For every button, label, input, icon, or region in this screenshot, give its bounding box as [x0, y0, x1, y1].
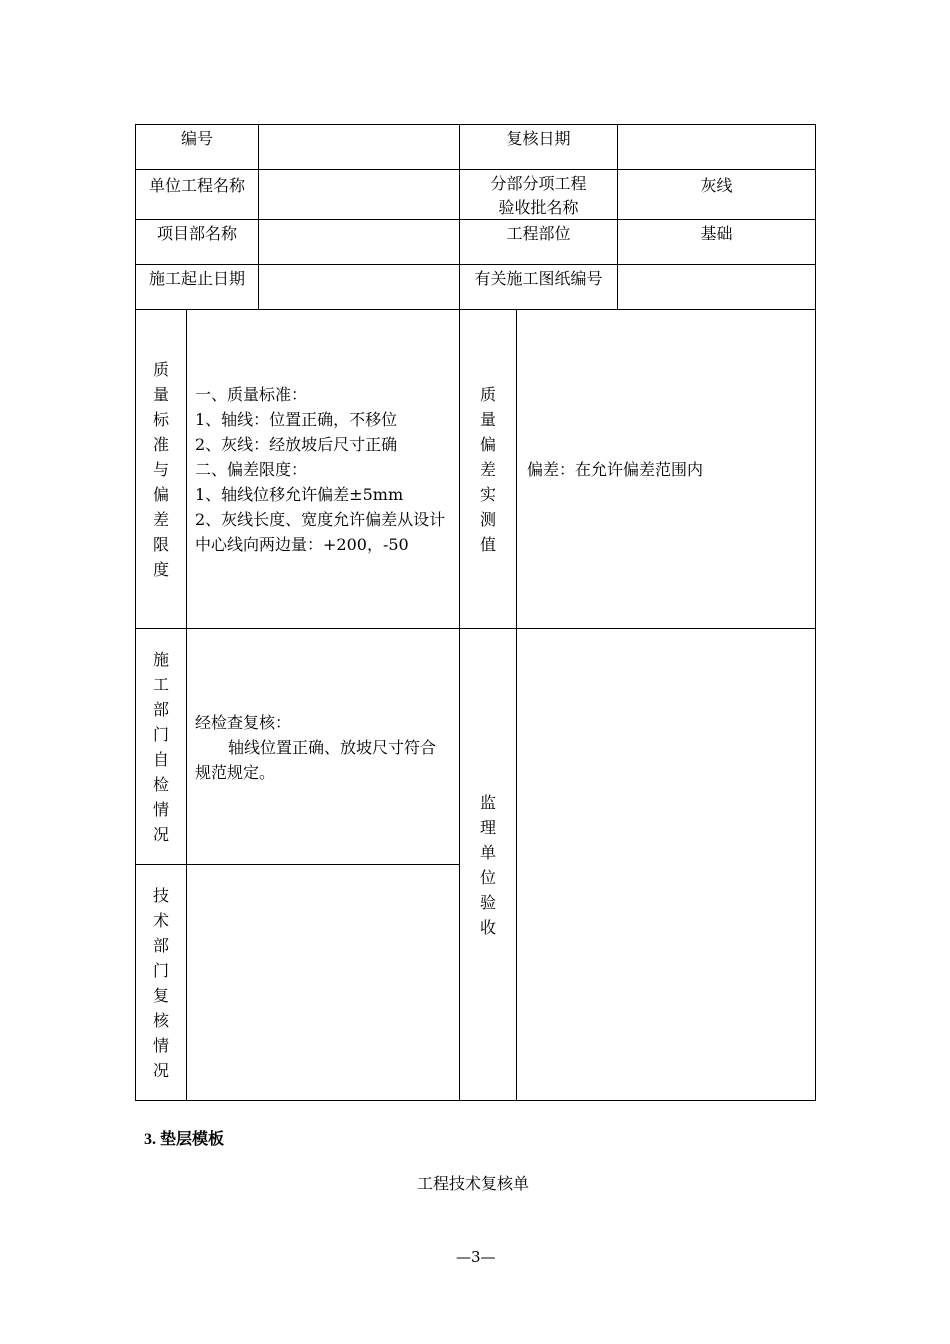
value-project-part: 基础 — [700, 224, 733, 243]
label-drawing-number: 有关施工图纸编号 — [474, 269, 603, 288]
label-char: 差 — [479, 460, 496, 479]
table-column-divider — [258, 124, 259, 309]
text-line: 1、轴线位移允许偏差±5mm — [195, 485, 404, 504]
label-char: 差 — [152, 510, 169, 529]
page-number: —3— — [456, 1248, 496, 1266]
label-char: 门 — [152, 961, 169, 980]
label-char: 偏 — [152, 485, 169, 504]
label-char: 施 — [152, 650, 169, 669]
label-char: 情 — [152, 1036, 169, 1055]
table-column-divider — [617, 124, 618, 309]
label-char: 部 — [152, 936, 169, 955]
label-char: 度 — [152, 560, 169, 579]
value-subproject-name: 灰线 — [700, 176, 733, 195]
label-char: 测 — [479, 510, 496, 529]
label-char: 门 — [152, 725, 169, 744]
label-self-check — [146, 647, 176, 847]
section-heading: 3. 垫层模板 — [144, 1131, 225, 1148]
label-char: 复 — [152, 986, 169, 1005]
table-border-right — [815, 124, 816, 1101]
label-char: 核 — [152, 1011, 169, 1030]
label-char: 验 — [479, 893, 496, 912]
label-project-part: 工程部位 — [506, 224, 571, 243]
table-column-divider — [516, 309, 517, 1101]
label-char: 与 — [152, 460, 169, 479]
label-char: 监 — [479, 793, 496, 812]
label-char: 技 — [152, 886, 169, 905]
label-char: 准 — [152, 435, 169, 454]
text-line: 二、偏差限度： — [195, 460, 308, 479]
label-char: 量 — [479, 410, 496, 429]
text-line: 中心线向两边量：+200，-50 — [195, 535, 409, 554]
label-char: 限 — [152, 535, 169, 554]
table-column-divider — [186, 309, 187, 1101]
label-char: 实 — [479, 485, 496, 504]
label-char: 标 — [152, 410, 169, 429]
label-supervision-acceptance — [473, 790, 503, 940]
self-check-content — [195, 710, 457, 785]
form-title: 工程技术复核单 — [417, 1174, 530, 1193]
label-char: 况 — [152, 1061, 169, 1080]
table-row-divider — [135, 309, 816, 310]
label-char: 值 — [479, 535, 496, 554]
measured-deviation-value: 偏差：在允许偏差范围内 — [527, 460, 704, 479]
label-char: 单 — [479, 843, 496, 862]
label-subproject-name-line1: 分部分项工程 — [490, 174, 587, 193]
label-measured-deviation — [473, 382, 503, 557]
label-tech-review — [146, 883, 176, 1083]
label-char: 情 — [152, 800, 169, 819]
label-serial-number: 编号 — [180, 129, 213, 148]
label-char: 收 — [479, 918, 496, 937]
table-border-top — [135, 124, 816, 125]
label-quality-standard — [146, 357, 176, 582]
label-char: 理 — [479, 818, 496, 837]
label-unit-project-name: 单位工程名称 — [148, 176, 245, 195]
label-subproject-name-line2: 验收批名称 — [498, 198, 579, 217]
text-line: 规范规定。 — [195, 763, 276, 782]
table-row-divider — [135, 864, 460, 865]
label-review-date: 复核日期 — [506, 129, 571, 148]
label-char: 质 — [479, 385, 496, 404]
text-line: 一、质量标准： — [195, 385, 308, 404]
label-char: 部 — [152, 700, 169, 719]
text-line: 1、轴线：位置正确，不移位 — [195, 410, 398, 429]
label-char: 量 — [152, 385, 169, 404]
text-line: 2、灰线长度、宽度允许偏差从设计 — [195, 510, 446, 529]
text-line: 轴线位置正确、放坡尺寸符合 — [228, 738, 437, 757]
label-char: 术 — [152, 911, 169, 930]
label-char: 工 — [152, 675, 169, 694]
text-line: 2、灰线：经放坡后尺寸正确 — [195, 435, 398, 454]
table-border-bottom — [135, 1100, 816, 1101]
text-line: 经检查复核： — [195, 713, 292, 732]
label-project-dept-name: 项目部名称 — [156, 224, 237, 243]
label-construction-period: 施工起止日期 — [148, 269, 245, 288]
table-row-divider — [135, 169, 816, 170]
quality-standard-content — [195, 382, 457, 557]
label-char: 检 — [152, 775, 169, 794]
table-row-divider — [135, 264, 816, 265]
label-char: 质 — [152, 360, 169, 379]
label-char: 位 — [479, 868, 496, 887]
label-char: 况 — [152, 825, 169, 844]
label-char: 自 — [152, 750, 169, 769]
label-char: 偏 — [479, 435, 496, 454]
table-row-divider — [135, 628, 816, 629]
